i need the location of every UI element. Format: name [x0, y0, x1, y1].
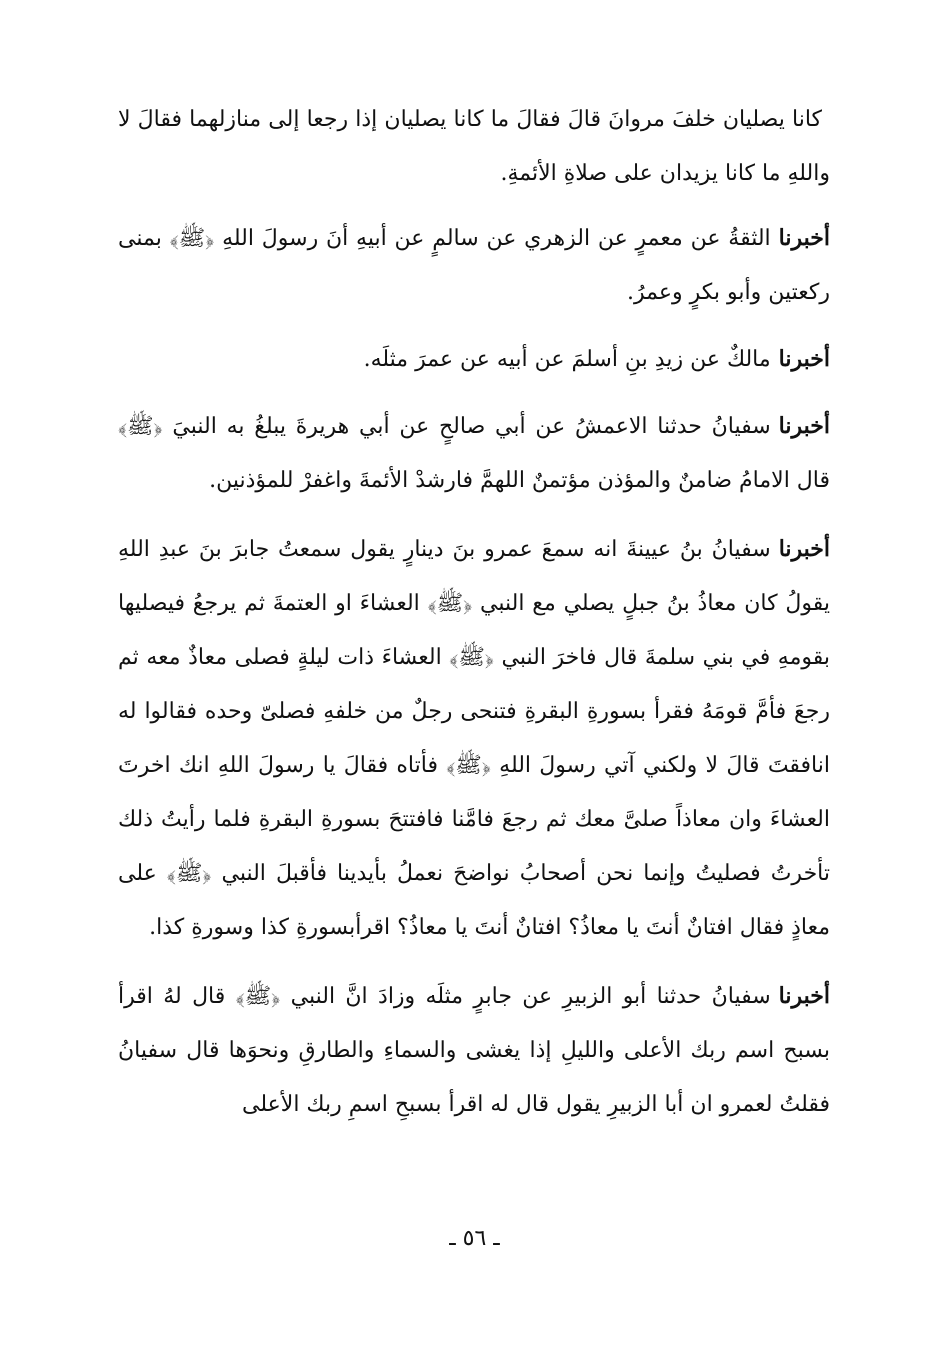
paragraph-5-lead: أخبرنا [778, 536, 831, 562]
paragraph-6 [118, 969, 830, 1132]
paragraph-3-lead: أخبرنا [778, 346, 830, 372]
page-number: ـ ٥٦ ـ [449, 1226, 500, 1251]
paragraph-2-lead: أخبرنا [778, 225, 830, 251]
paragraph-3 [118, 332, 830, 387]
paragraph-4-lead: أخبرنا [778, 413, 830, 439]
paragraph-6-lead: أخبرنا [778, 983, 830, 1009]
paragraph-2-text: الثقةُ عن معمرٍ عن الزهري عن سالمٍ عن أبيهِ أنَ رسولَ اللهِ ﴿ﷺ﴾ بمنى ركعتين وأبو بكرٍ وعمرُ. [118, 226, 830, 305]
paragraph-4 [118, 399, 830, 508]
paragraph-1 [118, 92, 830, 201]
paragraph-5-text: سفيانُ بنُ عيينةَ انه سمعَ عمرو بنَ دينارٍ يقول سمعتُ جابرَ بنَ عبدِ اللهِ يقولُ كان معاذُ بنُ جبلٍ يصلي مع النبي ﴿ﷺ﴾ العشاءَ او العتمةَ ثم يرجعُ فيصليها بقومهِ في بني سلمةَ قال فاخرَ النبي ﴿ﷺ﴾ العشاءَ ذات ليلةٍ فصلى معاذٌ معه ثم رجعَ فأمَّ قومَهُ فقرأ بسورةِ البقرةِ فتنحى رجلٌ من خلفهِ فصلىّ وحده فقالوا له انافقتَ قالَ لا ولكني آتي رسولَ اللهِ ﴿ﷺ﴾ فأتاه فقالَ يا رسولَ اللهِ انك اخرتَ العشاءَ وان معاذاً صلىَّ معك ثم رجعَ فامَّنا فافتتحَ بسورةِ البقرةِ فلما رأيتُ ذلك تأخرتُ فصليتُ وإنما نحن أصحابُ نواضحَ نعملُ بأيدينا فأقبلَ النبي ﴿ﷺ﴾ على معاذٍ فقال افتانٌ أنتَ يا معاذُ؟ افتانٌ أنتَ يا معاذُ؟ اقرأبسورةِ كذا وسورةِ كذا. [118, 537, 830, 940]
page-body [118, 92, 830, 1132]
paragraph-2 [118, 211, 830, 320]
paragraph-6-text: سفيانُ حدثنا أبو الزبيرِ عن جابرٍ مثلَه وزادَ انَّ النبي ﴿ﷺ﴾ قال لهُ اقرأ بسبح اسم ربك الأعلى والليلِ إذا يغشى والسماءِ والطارقِ ونحوَها قال سفيانُ فقلتُ لعمرو ان أبا الزبيرِ يقول قال له اقرأ بسبحِ اسمِ ربك الأعلى [118, 984, 830, 1117]
paragraph-4-text: سفيانُ حدثنا الاعمشُ عن أبي صالحٍ عن أبي هريرةَ يبلغُ به النبيَ ﴿ﷺ﴾ قال الامامُ ضامنٌ والمؤذن مؤتمنٌ اللهمَّ فارشدْ الأئمةَ واغفرْ للمؤذنين. [118, 414, 830, 493]
paragraph-3-text: مالكٌ عن زيدِ بنِ أسلمَ عن أبيه عن عمرَ مثلَه. [363, 347, 771, 372]
paragraph-1-text: كانا يصليان خلفَ مروانَ قالَ فقالَ ما كانا يصليان إذا رجعا إلى منازلهما فقالَ لا واللهِ ما كانا يزيدان على صلاةِ الأئمةِ. [118, 107, 830, 186]
paragraph-5 [118, 522, 830, 955]
